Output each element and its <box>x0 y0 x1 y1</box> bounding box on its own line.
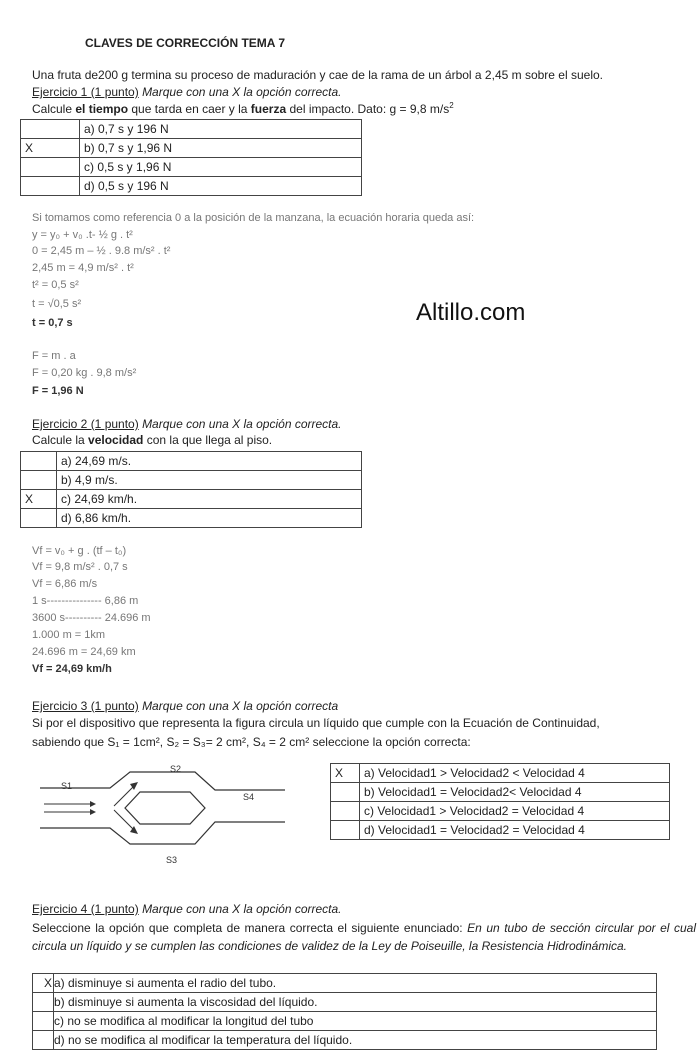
option-mark[interactable] <box>33 1012 54 1031</box>
ex1-work-line: F = 0,20 kg . 9,8 m/s² <box>32 367 137 379</box>
option-row[interactable] <box>33 1012 657 1031</box>
ex1-instruction: Marque con una X la opción correcta. <box>142 85 342 99</box>
ex1-q-pre: Calcule <box>32 102 76 116</box>
option-mark[interactable] <box>331 821 360 840</box>
ex1-work-line: t = √0,5 s² <box>32 298 82 310</box>
ex1-work-line: 2,45 m = 4,9 m/s² . t² <box>32 262 134 274</box>
label-s1: S1 <box>61 781 73 791</box>
ex2-q-post: con la que llega al piso. <box>143 433 273 447</box>
label-s3: S3 <box>166 855 178 865</box>
option-row[interactable] <box>33 974 657 993</box>
ex2-options-table <box>20 451 362 528</box>
option-row[interactable] <box>33 1031 657 1050</box>
ex4-q-pre: Seleccione la opción que completa de manera correcta el siguiente enunciado: <box>32 921 468 935</box>
ex2-work-line: 24.696 m = 24,69 km <box>32 646 136 658</box>
problem-intro: Una fruta de200 g termina su proceso de maduración y cae de la rama de un árbol a 2,45 m sobre el suelo. <box>32 68 604 82</box>
option-row[interactable] <box>21 158 362 177</box>
ex1-q-bold-time: el tiempo <box>75 102 129 116</box>
ex2-work-line: 3600 s---------- 24.696 m <box>32 612 151 624</box>
option-mark[interactable] <box>33 993 54 1012</box>
ex4-instruction: Marque con una X la opción correcta. <box>142 902 342 916</box>
ex2-header <box>32 417 342 431</box>
ex2-result: Vf = 24,69 km/h <box>32 663 112 675</box>
option-row[interactable] <box>21 139 362 158</box>
option-mark[interactable] <box>331 783 360 802</box>
ex1-q-sup: 2 <box>449 101 454 110</box>
option-mark[interactable]: X <box>33 974 54 993</box>
ex2-work-line: 1 s--------------- 6,86 m <box>32 595 139 607</box>
altillo-logo: Altillo.com <box>416 299 526 326</box>
option-mark[interactable] <box>21 158 80 177</box>
ex3-instruction: Marque con una X la opción correcta <box>142 699 339 713</box>
ex1-q-post: del impacto. Dato: g = 9,8 m/s <box>286 102 450 116</box>
ex2-work-line: Vf = 6,86 m/s <box>32 578 98 590</box>
ex1-options-table <box>20 119 362 196</box>
ex1-work-line: y = y₀ + v₀ .t- ½ g . t² <box>32 229 133 241</box>
option-row[interactable] <box>331 802 670 821</box>
option-text: b) Velocidad1 = Velocidad2< Velocidad 4 <box>360 783 670 802</box>
ex3-options-table <box>330 763 670 840</box>
ex2-instruction: Marque con una X la opción correcta. <box>142 417 342 431</box>
ex1-header <box>32 85 342 99</box>
option-text: b) 4,9 m/s. <box>57 471 362 490</box>
ex1-result-time: t = 0,7 s <box>32 317 73 329</box>
option-text: b) 0,7 s y 1,96 N <box>80 139 362 158</box>
option-row[interactable] <box>21 120 362 139</box>
ex1-work-line: Si tomamos como referencia 0 a la posición de la manzana, la ecuación horaria queda así: <box>32 212 475 224</box>
option-mark[interactable] <box>331 802 360 821</box>
option-row[interactable] <box>331 783 670 802</box>
option-text: d) Velocidad1 = Velocidad2 = Velocidad 4 <box>360 821 670 840</box>
option-text: a) 24,69 m/s. <box>57 452 362 471</box>
ex3-question-line1: Si por el dispositivo que representa la figura circula un líquido que cumple con la Ecuación de Continuidad, <box>32 716 600 730</box>
option-text: d) 6,86 km/h. <box>57 509 362 528</box>
option-row[interactable] <box>21 490 362 509</box>
option-row[interactable] <box>331 821 670 840</box>
ex4-header <box>32 902 342 916</box>
option-row[interactable] <box>21 452 362 471</box>
option-row[interactable] <box>21 177 362 196</box>
option-mark[interactable]: X <box>21 490 57 509</box>
option-row[interactable] <box>21 471 362 490</box>
option-text: c) no se modifica al modificar la longitud del tubo <box>54 1012 657 1031</box>
ex2-work-line: Vf = v₀ + g . (tf – t₀) <box>32 545 127 557</box>
label-s4: S4 <box>243 792 255 802</box>
ex1-work-line: F = m . a <box>32 350 76 362</box>
ex1-result-force: F = 1,96 N <box>32 385 84 397</box>
pipe-diagram <box>30 760 290 870</box>
option-mark[interactable] <box>21 120 80 139</box>
ex1-q-mid: que tarda en caer y la <box>128 102 251 116</box>
option-mark[interactable]: X <box>331 764 360 783</box>
ex3-question-line2: sabiendo que S₁ = 1cm², S₂ = S₃= 2 cm², S₄ = 2 cm² seleccione la opción correcta: <box>32 735 471 749</box>
option-text: d) 0,5 s y 196 N <box>80 177 362 196</box>
option-mark[interactable] <box>21 452 57 471</box>
ex1-work-line: 0 = 2,45 m – ½ . 9.8 m/s² . t² <box>32 245 171 257</box>
ex3-header <box>32 699 338 713</box>
page-title: CLAVES DE CORRECCIÓN TEMA 7 <box>85 36 286 50</box>
label-s2: S2 <box>170 764 182 774</box>
option-mark[interactable] <box>21 509 57 528</box>
ex3-heading: Ejercicio 3 (1 punto) <box>32 699 139 713</box>
ex2-question <box>32 433 272 447</box>
option-text: a) Velocidad1 > Velocidad2 < Velocidad 4 <box>360 764 670 783</box>
option-text: c) 24,69 km/h. <box>57 490 362 509</box>
option-row[interactable] <box>21 509 362 528</box>
ex1-work-line: t² = 0,5 s² <box>32 279 79 291</box>
option-row[interactable] <box>33 993 657 1012</box>
option-text: d) no se modifica al modificar la temperatura del líquido. <box>54 1031 657 1050</box>
option-text: a) disminuye si aumenta el radio del tubo. <box>54 974 657 993</box>
option-row[interactable] <box>331 764 670 783</box>
ex1-heading: Ejercicio 1 (1 punto) <box>32 85 139 99</box>
option-text: c) Velocidad1 > Velocidad2 = Velocidad 4 <box>360 802 670 821</box>
ex2-heading: Ejercicio 2 (1 punto) <box>32 417 139 431</box>
option-mark[interactable]: X <box>21 139 80 158</box>
ex2-work-line: 1.000 m = 1km <box>32 629 106 641</box>
ex4-q-italic: En un tubo de sección circular por el cual circula un líquido y se cumplen las condiciones de validez de la Ley de Poiseuille, la Resistencia Hidrodinámica. <box>32 921 696 953</box>
ex2-q-bold: velocidad <box>88 433 144 447</box>
option-mark[interactable] <box>21 471 57 490</box>
ex4-heading: Ejercicio 4 (1 punto) <box>32 902 139 916</box>
option-text: b) disminuye si aumenta la viscosidad del líquido. <box>54 993 657 1012</box>
option-text: c) 0,5 s y 1,96 N <box>80 158 362 177</box>
ex4-options-table <box>32 973 657 1050</box>
ex1-question <box>32 101 454 116</box>
option-mark[interactable] <box>21 177 80 196</box>
option-text: a) 0,7 s y 196 N <box>80 120 362 139</box>
ex2-work-line: Vf = 9,8 m/s² . 0,7 s <box>32 561 128 573</box>
ex2-q-pre: Calcule la <box>32 433 89 447</box>
option-mark[interactable] <box>33 1031 54 1050</box>
ex4-question <box>32 919 696 955</box>
ex1-q-bold-force: fuerza <box>250 102 287 116</box>
